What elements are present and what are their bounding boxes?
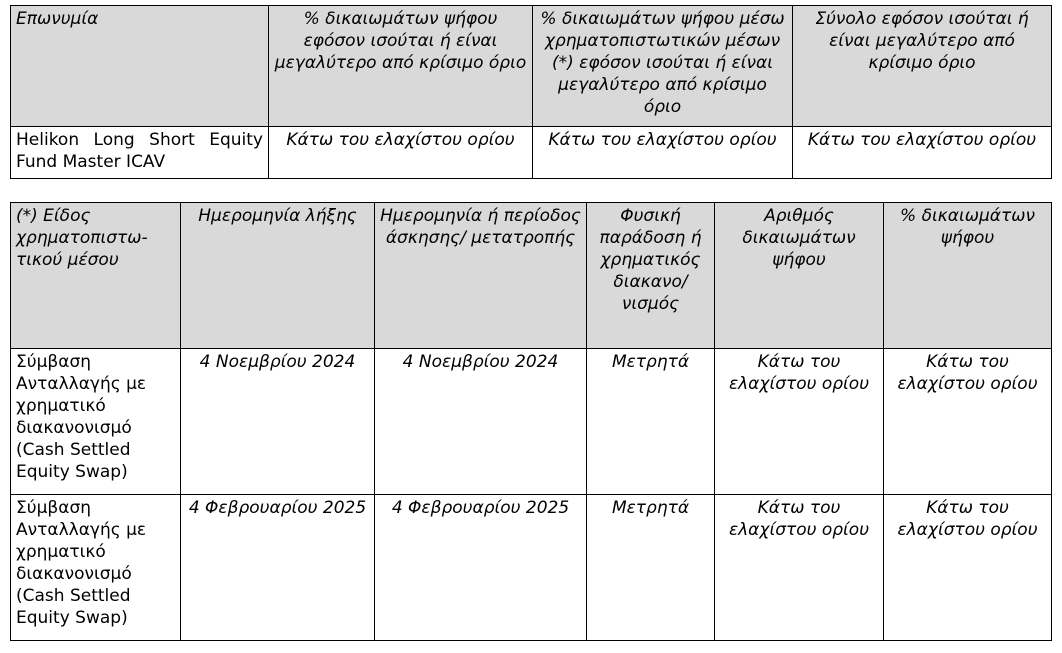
exercise-period-cell: 4 Νοεμβρίου 2024 (375, 349, 587, 495)
table-header-row (11, 203, 1052, 349)
expiry-date-cell: 4 Φεβρουαρίου 2025 (181, 495, 375, 641)
instrument-type-cell: Σύμβαση Ανταλλαγής με χρηματικό διακανονισμό (Cash Settled Equity Swap) (11, 495, 181, 641)
header-instrument-voting-rights-pct: % δικαιωμάτων ψήφου μέσω χρηματοπιστωτικών μέσων (*) εφόσον ισούται ή είναι μεγαλύτερο από κρίσιμο όριο (533, 6, 793, 127)
instrument-type-cell: Σύμβαση Ανταλλαγής με χρηματικό διακανονισμό (Cash Settled Equity Swap) (11, 349, 181, 495)
header-expiry-date: Ημερομηνία λήξης (181, 203, 375, 349)
financial-instruments-table (10, 202, 1052, 641)
entity-name-cell: Helikon Long Short Equity Fund Master ICAV (11, 127, 269, 179)
instrument-voting-rights-pct-cell: Κάτω του ελαχίστου ορίου (533, 127, 793, 179)
expiry-date-cell: 4 Νοεμβρίου 2024 (181, 349, 375, 495)
settlement-cell: Μετρητά (587, 349, 715, 495)
table-row (11, 127, 1052, 179)
table-header-row (11, 6, 1052, 127)
header-instrument-type: (*) Είδος χρηματοπιστω-τικού μέσου (11, 203, 181, 349)
voting-rights-count-cell: Κάτω του ελαχίστου ορίου (715, 349, 884, 495)
voting-rights-table (10, 5, 1052, 179)
table-row (11, 349, 1052, 495)
voting-rights-count-cell: Κάτω του ελαχίστου ορίου (715, 495, 884, 641)
exercise-period-cell: 4 Φεβρουαρίου 2025 (375, 495, 587, 641)
header-entity-name: Επωνυμία (11, 6, 269, 127)
header-exercise-period: Ημερομηνία ή περίοδος άσκησης/ μετατροπής (375, 203, 587, 349)
voting-rights-pct-cell: Κάτω του ελαχίστου ορίου (884, 495, 1052, 641)
header-voting-rights-pct: % δικαιωμάτων ψήφου εφόσον ισούται ή είναι μεγαλύτερο από κρίσιμο όριο (269, 6, 533, 127)
voting-rights-pct-cell: Κάτω του ελαχίστου ορίου (269, 127, 533, 179)
header-voting-rights-pct: % δικαιωμάτων ψήφου (884, 203, 1052, 349)
voting-rights-pct-cell: Κάτω του ελαχίστου ορίου (884, 349, 1052, 495)
header-total: Σύνολο εφόσον ισούται ή είναι μεγαλύτερο από κρίσιμο όριο (793, 6, 1052, 127)
header-voting-rights-count: Αριθμός δικαιωμάτων ψήφου (715, 203, 884, 349)
total-cell: Κάτω του ελαχίστου ορίου (793, 127, 1052, 179)
settlement-cell: Μετρητά (587, 495, 715, 641)
header-settlement: Φυσική παράδοση ή χρηματικός διακανο/ νισμός (587, 203, 715, 349)
table-row (11, 495, 1052, 641)
